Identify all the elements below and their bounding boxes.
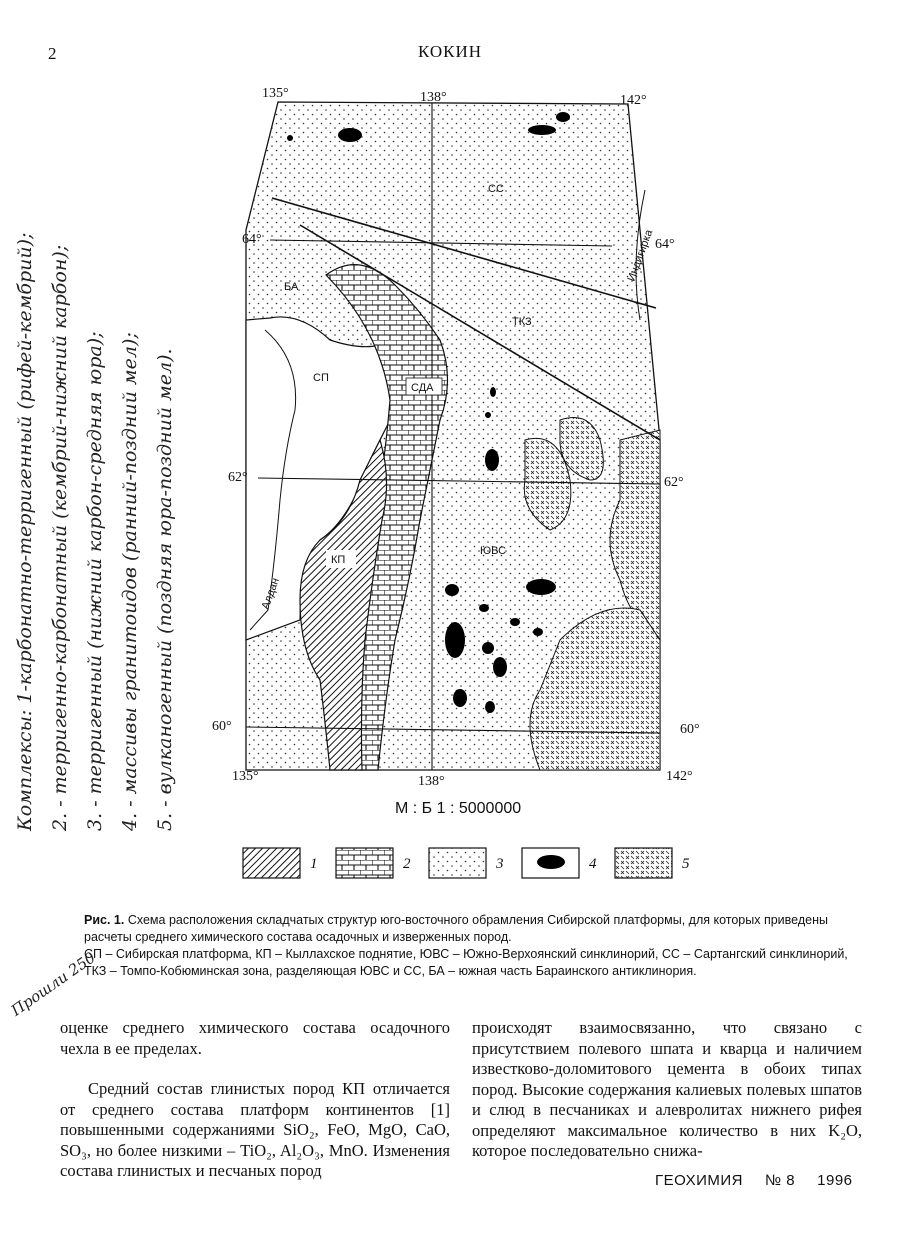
hand-line-5: 5. - вулканогенный (поздняя юра-поздний мел). (154, 348, 176, 831)
footer-journal: ГЕОХИМИЯ (655, 1172, 744, 1189)
legend-swatch-1 (243, 848, 300, 878)
region-ss: СС (488, 183, 504, 195)
hand-line-2: 2. - терригенно-карбонатный (кембрий-нижний карбон); (49, 244, 71, 831)
lon-bottom-138: 138° (418, 774, 445, 789)
lat-right-62: 62° (664, 475, 684, 490)
lat-left-60: 60° (212, 719, 232, 734)
hand-line-3: 3. - терригенный (нижний карбон-средняя юра); (84, 331, 106, 831)
handwritten-notes (0, 0, 200, 1020)
caption-label: Рис. 1. (84, 913, 125, 927)
legend-swatch-3 (429, 848, 486, 878)
paragraph: оценке среднего химического состава осадочного чехла в ее пределах. (60, 1018, 450, 1058)
paragraph: происходят взаимосвязанно, что связано с присутствием полевого шпата и кварца и наличием известково-доломитового цемента в обоих типах пород. Высокие содержания калиевых полевых шпатов и слюд в песчаниках и алевролитах нижнего рифея определяют максимальное количество в них K₂O, которое последовательно снижа- (472, 1018, 862, 1160)
figure-caption (84, 912, 854, 980)
legend-num-2: 2 (403, 856, 411, 872)
legend-num-1: 1 (310, 856, 318, 872)
legend-num-4: 4 (589, 856, 597, 872)
caption-line-1: Схема расположения складчатых структур юго-восточного обрамления Сибирской платформы, для которых приведены расчеты среднего химического состава осадочных и изверженных пород. (84, 913, 828, 944)
lon-top-138: 138° (420, 90, 447, 105)
legend-num-5: 5 (682, 856, 690, 872)
legend-swatch-5 (615, 848, 672, 878)
region-ba: БА (284, 281, 299, 293)
map-scale: М : Б 1 : 5000000 (395, 800, 522, 817)
running-title: КОКИН (417, 42, 483, 61)
lat-left-64: 64° (242, 232, 262, 247)
region-yuvs: ЮВС (480, 545, 507, 557)
lat-left-62: 62° (228, 470, 248, 485)
paragraph: Средний состав глинистых пород КП отличается от среднего состава платформ континентов [1] повышенными содержаниями SiO₂, FeO, MgO, CaO, SO₃, но более низкими – TiO₂, Al₂O₃, MnO. Изменения состава глинистых и песчаных пород (60, 1079, 450, 1180)
region-sda: СДА (411, 382, 434, 394)
legend (243, 848, 690, 878)
lat-right-60: 60° (680, 722, 700, 737)
footer-year: 1996 (817, 1172, 853, 1189)
lon-bottom-135: 135° (232, 769, 259, 784)
body-column-right (472, 1018, 862, 1162)
footer-issue: № 8 (765, 1172, 796, 1189)
page-footer (655, 1172, 875, 1189)
region-tkz: ТКЗ (512, 316, 532, 328)
hand-line-1: Комплексы: 1-карбонатно-терригенный (рифей-кембрий); (14, 232, 36, 831)
handwritten-stamp: Прошли 250 (7, 948, 99, 1020)
lon-top-142: 142° (620, 93, 647, 108)
river-label-indigirka: Индигирка (625, 228, 656, 284)
legend-num-3: 3 (496, 856, 504, 872)
lat-right-64: 64° (655, 237, 675, 252)
lon-top-135: 135° (262, 86, 289, 101)
river-label-aldan: Алдан (259, 576, 282, 612)
body-column-left (60, 1018, 450, 1182)
region-kp: КП (331, 554, 346, 566)
hand-line-4: 4. - массивы гранитоидов (ранний-поздний мел); (119, 332, 141, 831)
region-sp: СП (313, 372, 329, 384)
lon-bottom-142: 142° (666, 769, 693, 784)
legend-swatch-2 (336, 848, 393, 878)
page-number: 2 (48, 44, 57, 63)
caption-line-2: СП – Сибирская платформа, КП – Кыллахское поднятие, ЮВС – Южно-Верхоянский синклинорий, СС – Сартангский синклинорий, ТКЗ – Томпо-Кобюминская зона, разделяющая ЮВС и СС, БА – южная часть Бараинского антиклинория. (84, 947, 848, 978)
